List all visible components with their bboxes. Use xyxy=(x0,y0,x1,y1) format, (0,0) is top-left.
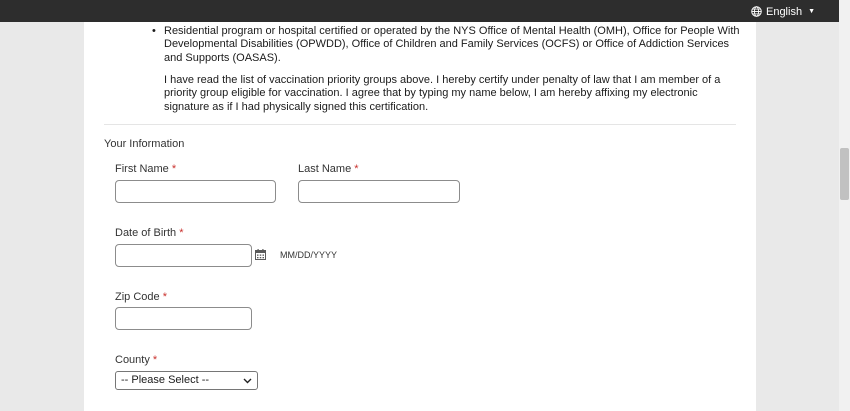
first-name-label xyxy=(115,163,176,175)
section-divider xyxy=(104,124,736,125)
section-title: Your Information xyxy=(104,138,185,150)
page-scrollbar[interactable] xyxy=(839,0,850,411)
top-bar xyxy=(0,0,839,22)
calendar-icon[interactable] xyxy=(255,249,266,260)
date-format-hint: MM/DD/YYYY xyxy=(280,250,338,260)
date-of-birth-field[interactable] xyxy=(115,244,252,267)
county-select-value: -- Please Select -- xyxy=(121,374,210,386)
certification-text: I have read the list of vaccination priority groups above. I hereby certify under penalty of law that I am member of a priority group eligible for vaccination. I agree that by typing my name below, I am hereby affixing my electronic signature as if I had physically signed this certification. xyxy=(164,74,721,113)
date-of-birth-label xyxy=(115,227,183,239)
required-marker: * xyxy=(171,163,177,175)
first-name-label-text: First Name xyxy=(115,163,169,175)
county-select[interactable] xyxy=(115,371,258,390)
eligibility-bullet-item xyxy=(152,25,744,65)
county-label xyxy=(115,354,157,366)
caret-down-icon: ▼ xyxy=(808,8,815,15)
eligibility-bullet-text: Residential program or hospital certified or operated by the NYS Office of Mental Health (OMH), Office for People With Developmental Disabilities (OPWDD), Office of Children and Family Services (OCFS) or Office of Addiction Services and Supports (OASAS). xyxy=(164,25,740,64)
zip-code-field[interactable] xyxy=(115,307,252,330)
form-page xyxy=(84,22,756,411)
last-name-label xyxy=(298,163,359,175)
bullet-icon: • xyxy=(152,25,156,37)
required-marker: * xyxy=(354,163,359,175)
scrollbar-thumb[interactable] xyxy=(840,148,849,200)
zip-code-label-text: Zip Code xyxy=(115,291,160,303)
required-marker: * xyxy=(152,354,158,366)
required-marker: * xyxy=(162,291,167,303)
language-label: English xyxy=(765,5,803,18)
globe-icon xyxy=(751,6,762,17)
chevron-down-icon xyxy=(243,376,252,385)
last-name-label-text: Last Name xyxy=(298,163,352,175)
required-marker: * xyxy=(179,227,184,239)
language-selector[interactable] xyxy=(751,4,815,19)
zip-code-label xyxy=(115,291,167,303)
last-name-field[interactable] xyxy=(298,180,460,203)
county-label-text: County xyxy=(115,354,150,366)
date-of-birth-label-text: Date of Birth xyxy=(115,227,177,239)
first-name-field[interactable] xyxy=(115,180,276,203)
